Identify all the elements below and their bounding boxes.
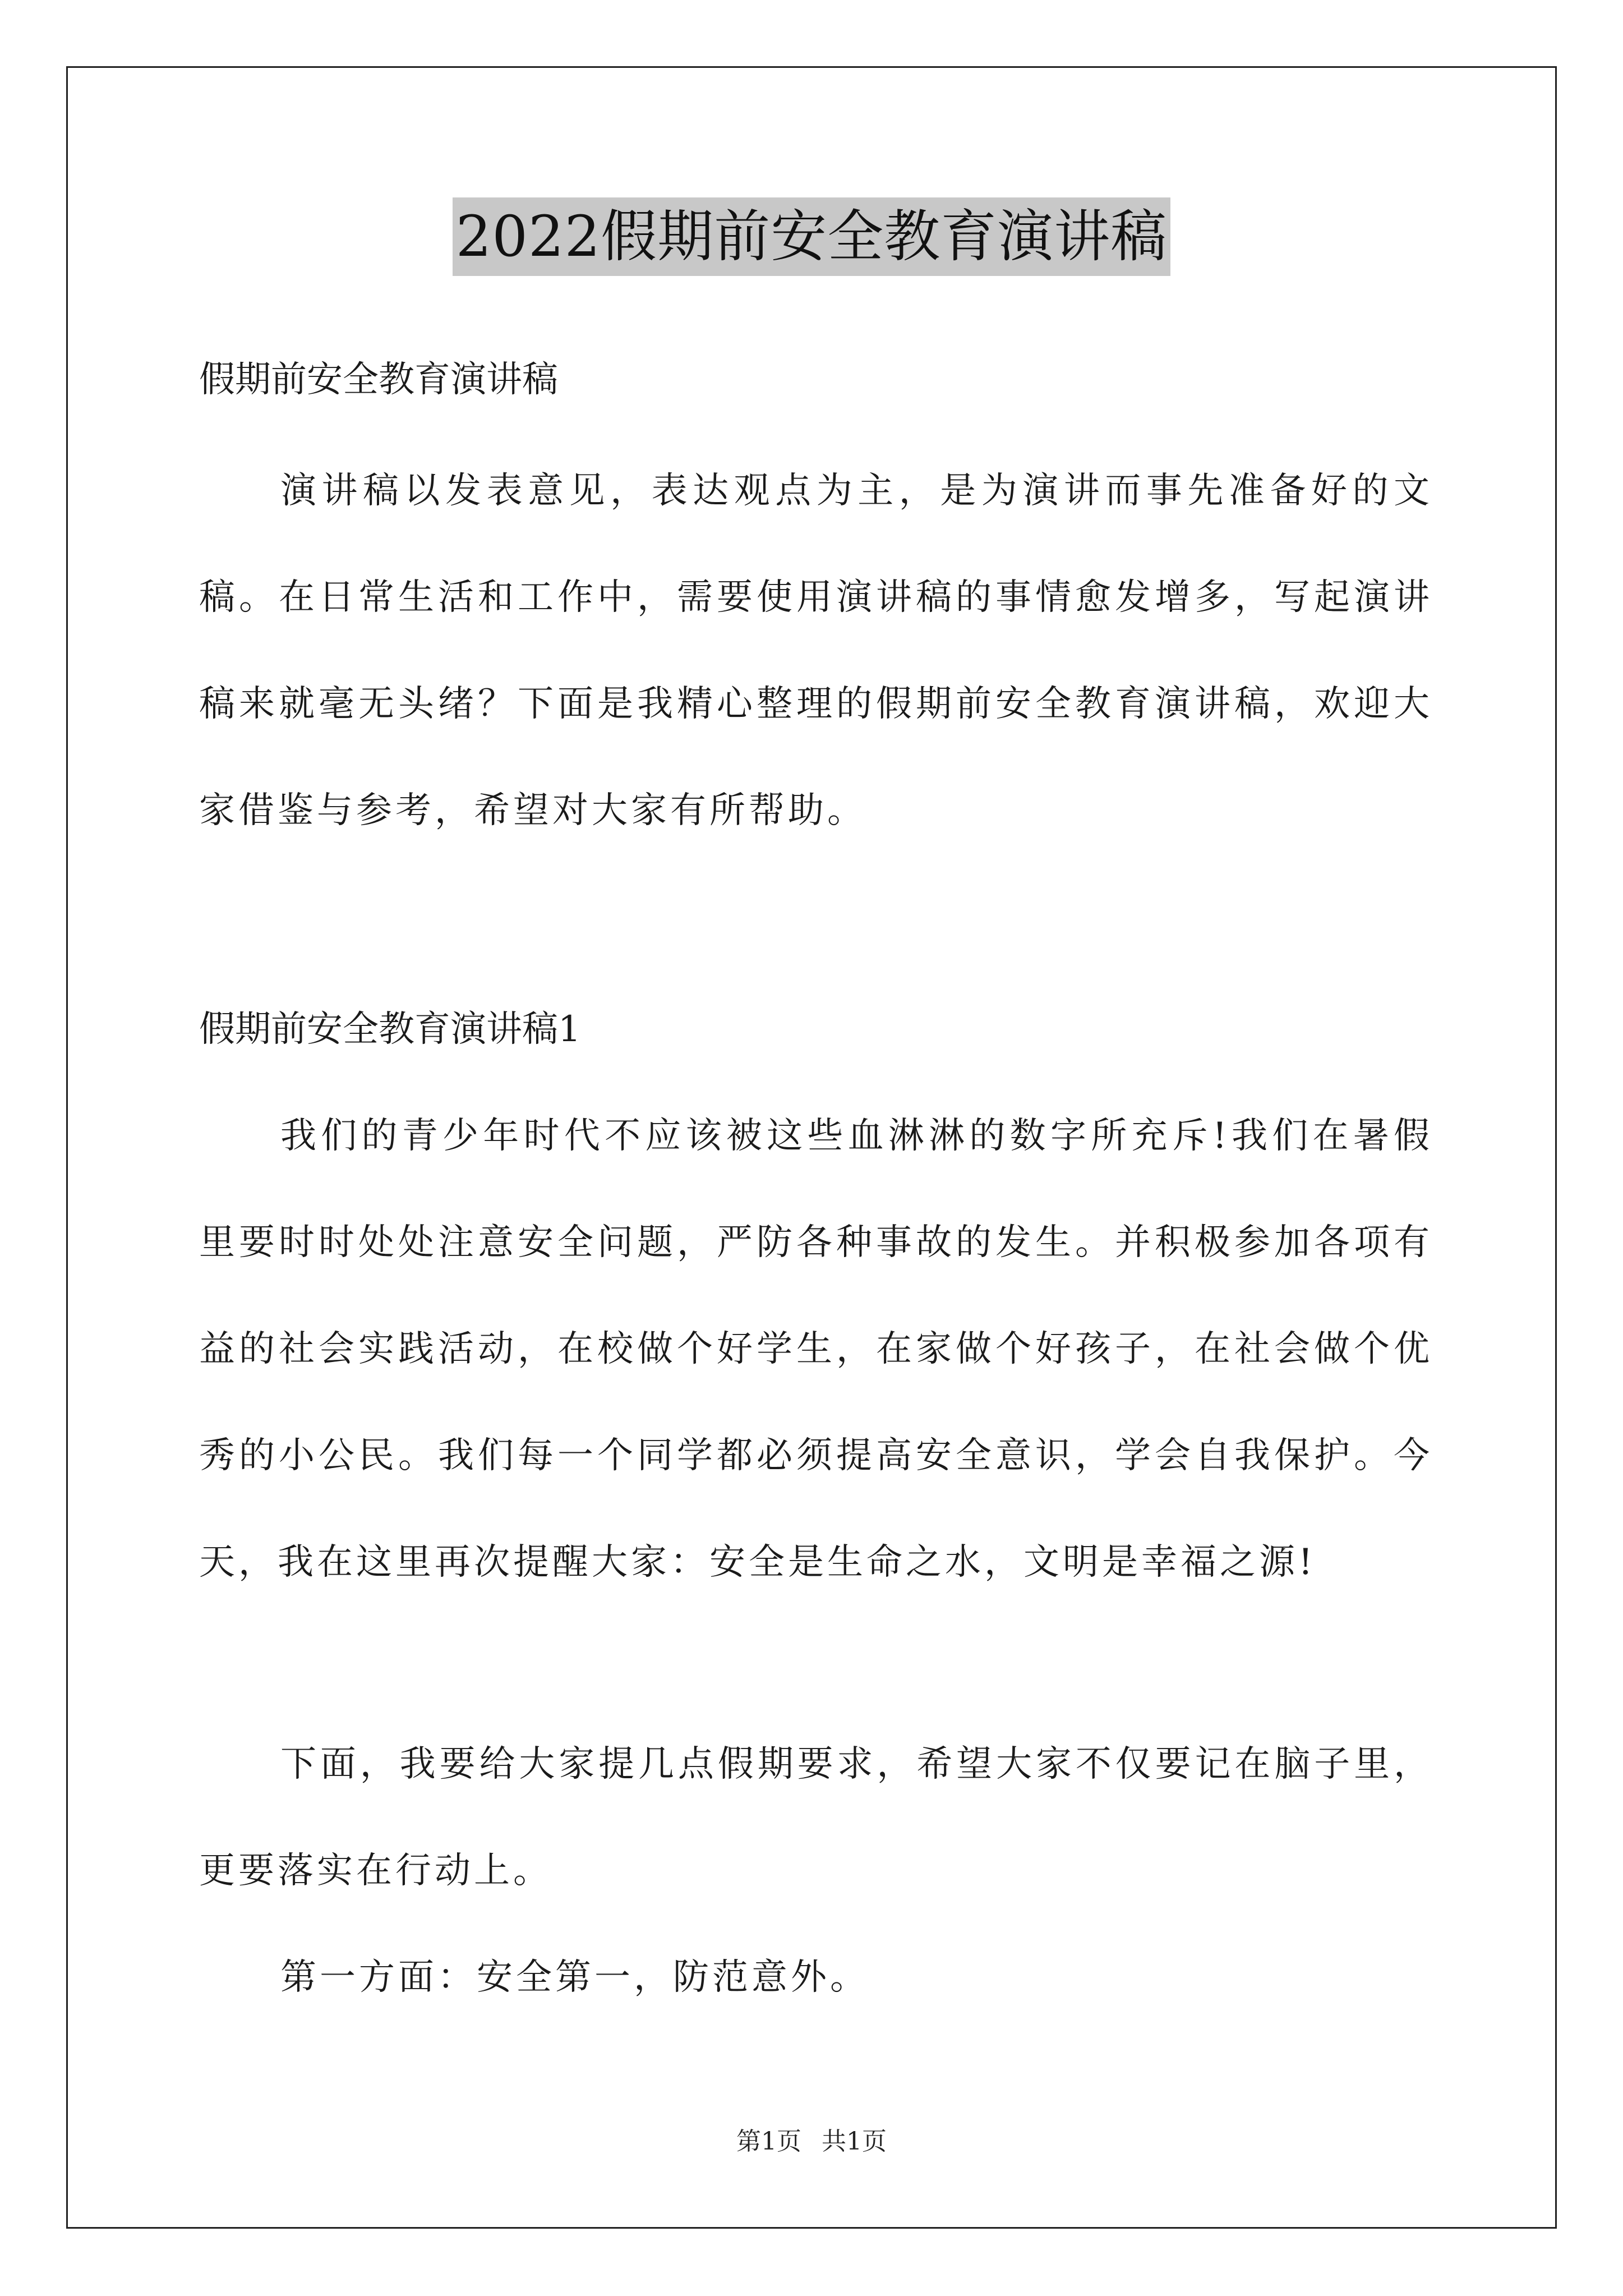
body-paragraph-3: 第一方面：安全第一，防范意外。 xyxy=(280,1957,869,1998)
page-footer xyxy=(0,2125,1623,2159)
body-paragraph-1: 我们的青少年时代不应该被这些血淋淋的数字所充斥!我们在暑假里要时时处处注意安全问题，严防各种事故的发生。并积极参加各项有益的社会实践活动，在校做个好学生，在家做个好孩子，在社会做个优秀的小公民。我们每一个同学都必须提高安全意识，学会自我保护。今天，我在这里再次提醒大家：安全是生命之水，文明是幸福之源! xyxy=(199,1115,1433,1583)
title-container xyxy=(0,197,1623,276)
document-subtitle: 假期前安全教育演讲稿 xyxy=(199,359,558,401)
document-title: 2022假期前安全教育演讲稿 xyxy=(453,197,1171,276)
body-paragraph-2: 下面，我要给大家提几点假期要求，希望大家不仅要记在脑子里，更要落实在行动上。 xyxy=(199,1743,1433,1892)
page-number-current: 第1页 xyxy=(736,2127,801,2156)
section-heading: 假期前安全教育演讲稿1 xyxy=(199,1009,581,1050)
page-number-total: 共1页 xyxy=(822,2127,887,2156)
intro-paragraph: 演讲稿以发表意见，表达观点为主，是为演讲而事先准备好的文稿。在日常生活和工作中，需要使用演讲稿的事情愈发增多，写起演讲稿来就毫无头绪？下面是我精心整理的假期前安全教育演讲稿，欢迎大家借鉴与参考，希望对大家有所帮助。 xyxy=(199,470,1433,831)
